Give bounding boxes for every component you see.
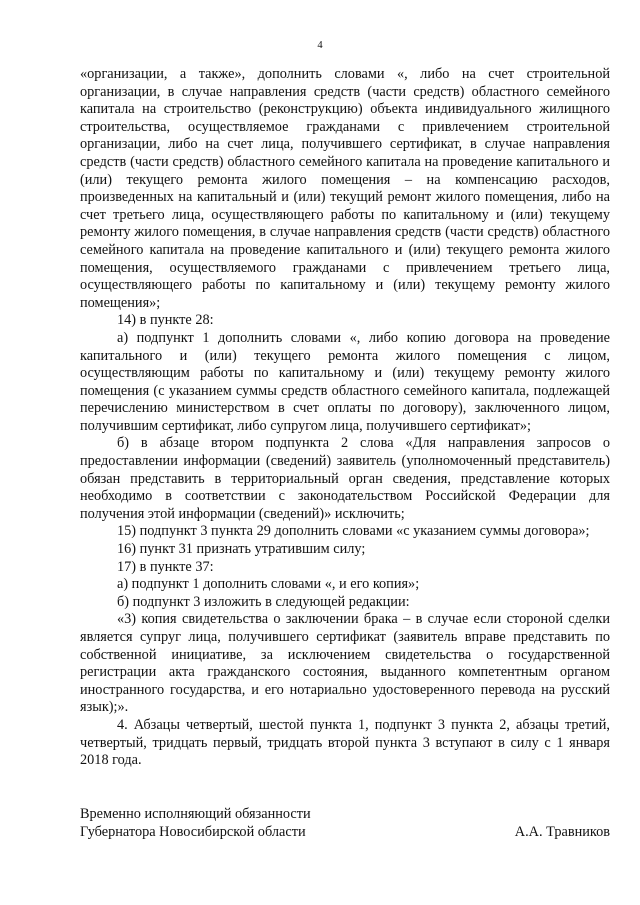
signature-block bbox=[80, 806, 610, 841]
paragraph: а) подпункт 1 дополнить словами «, и его копия»; bbox=[117, 576, 420, 593]
paragraph: «организации, а также», дополнить словами «, либо на счет строительной организации, в случае направления средств (части средств) областного семейного капитала на строительство (реконструкцию) объекта индивидуального жилищного строительства, осуществляемое гражданами с привлечением строительной организации, либо на счет лица, получившего сертификат, в случае направления средств (части средств) областного семейного капитала на проведение капитального и (или) текущего ремонта жилого помещения – на компенсацию расходов, произведенных на капитальный и (или) текущий ремонт жилого помещения, либо на счет третьего лица, осуществляющего работы по капитальному и (или) текущему ремонту жилого помещения, в случае направления средств (части средств) областного семейного капитала на проведение капитального и (или) текущего ремонта жилого помещения, осуществляемого гражданами с привлечением третьего лица, осуществляющего работы по капитальному и (или) текущему ремонту жилого помещения»; bbox=[80, 66, 610, 311]
paragraph: 15) подпункт 3 пункта 29 дополнить словами «с указанием суммы договора»; bbox=[117, 523, 590, 540]
paragraph: б) подпункт 3 изложить в следующей редакции: bbox=[117, 593, 410, 610]
signatory-name: А.А. Травников bbox=[514, 823, 610, 840]
paragraph: 17) в пункте 37: bbox=[117, 558, 214, 575]
paragraph: «3) копия свидетельства о заключении брака – в случае если стороной сделки является супруг лица, получившего сертификат (заявитель вправе представить по собственной инициативе, за исключением свидетельства о государственной регистрации акта гражданского состояния, выданного компетентным органом иностранного государства, и его нотариально удостоверенного перевода на русский язык);». bbox=[80, 611, 610, 716]
signatory-title-line2: Губернатора Новосибирской области bbox=[80, 823, 306, 840]
paragraph: 14) в пункте 28: bbox=[117, 312, 214, 329]
paragraph: 16) пункт 31 признать утратившим силу; bbox=[117, 541, 366, 558]
paragraph: б) в абзаце втором подпункта 2 слова «Для направления запросов о предоставлении информации (сведений) заявитель (уполномоченный представитель) обязан представить в территориальный орган сведения, представление которых необходимо в соответствии с законодательством Российской Федерации для получения этой информации (сведений)» исключить; bbox=[80, 435, 610, 522]
signatory-title-line1: Временно исполняющий обязанности bbox=[80, 806, 311, 822]
page-number: 4 bbox=[317, 40, 323, 51]
paragraph: 4. Абзацы четвертый, шестой пункта 1, подпункт 3 пункта 2, абзацы третий, четвертый, тридцать первый, тридцать второй пункта 3 вступают в силу с 1 января 2018 года. bbox=[80, 716, 610, 769]
document-body bbox=[80, 66, 610, 770]
paragraph: а) подпункт 1 дополнить словами «, либо копию договора на проведение капитального и (или) текущего ремонта жилого помещения с лицом, осуществляющим работы по капитальному и (или) текущему ремонту жилого помещения (с указанием суммы средств областного семейного капитала, подлежащей перечислению министерством в счет оплаты по договору), заключенного лицом, получившим сертификат, либо супругом лица, получившего сертификат»; bbox=[80, 329, 610, 434]
signature-line bbox=[80, 824, 610, 842]
